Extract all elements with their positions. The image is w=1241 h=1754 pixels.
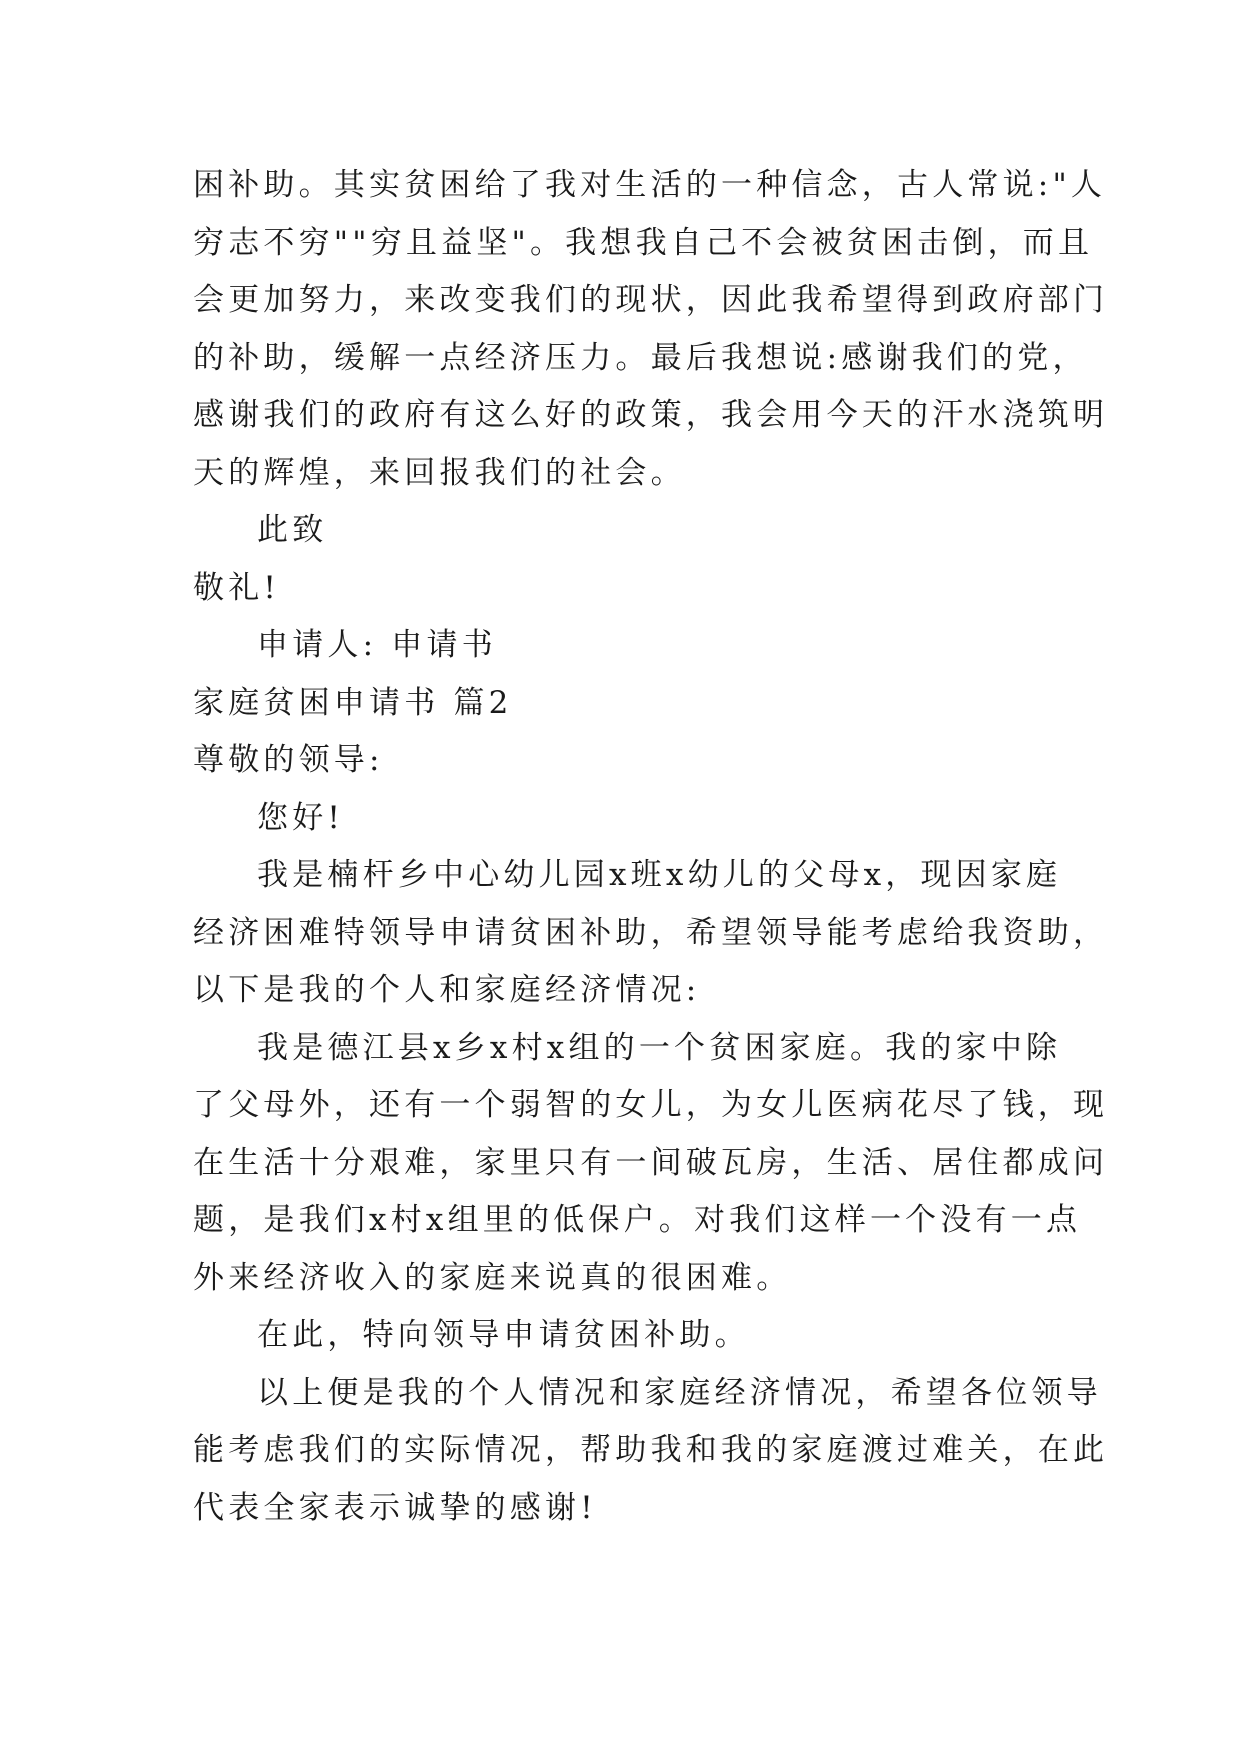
text-line: 我是德江县x乡x村x组的一个贫困家庭。我的家中除	[257, 1029, 1062, 1066]
document-body	[193, 157, 1109, 1537]
text-line: 外来经济收入的家庭来说真的很困难。	[193, 1259, 792, 1296]
text-line: 的补助，缓解一点经济压力。最后我想说:感谢我们的党，	[193, 339, 1088, 376]
applicant-line: 申请人: 申请书	[257, 627, 497, 663]
text-line: 了父母外，还有一个弱智的女儿，为女儿医病花尽了钱，现	[193, 1087, 1109, 1123]
text-line: 穷志不穷""穷且益坚"。我想我自己不会被贫困击倒，而且	[193, 224, 1094, 261]
text-line: 会更加努力，来改变我们的现状，因此我希望得到政府部门	[193, 282, 1109, 318]
text-line: 困补助。其实贫困给了我对生活的一种信念，古人常说:"人	[193, 167, 1107, 203]
text-line: 感谢我们的政府有这么好的政策，我会用今天的汗水浇筑明	[193, 397, 1109, 433]
section-heading: 家庭贫困申请书 篇2	[193, 684, 513, 721]
text-line: 能考虑我们的实际情况，帮助我和我的家庭渡过难关，在此	[193, 1432, 1109, 1468]
text-line: 在此，特向领导申请贫困补助。	[257, 1317, 750, 1353]
salutation-line: 敬礼!	[193, 569, 281, 606]
text-line: 题，是我们x村x组里的低保户。对我们这样一个没有一点	[193, 1202, 1082, 1238]
greeting-line: 尊敬的领导:	[193, 742, 384, 778]
text-line: 经济困难特领导申请贫困补助，希望领导能考虑给我资助，	[193, 914, 1109, 951]
text-line: 代表全家表示诚挚的感谢!	[193, 1489, 597, 1526]
text-line: 以上便是我的个人情况和家庭经济情况，希望各位领导	[257, 1374, 1102, 1411]
text-line: 以下是我的个人和家庭经济情况:	[193, 972, 701, 1008]
text-line: 天的辉煌，来回报我们的社会。	[193, 454, 686, 491]
text-line: 我是楠杆乡中心幼儿园x班x幼儿的父母x，现因家庭	[257, 857, 1062, 893]
greeting-line: 您好!	[257, 799, 345, 836]
closing-line: 此致	[257, 512, 328, 548]
text-line: 在生活十分艰难，家里只有一间破瓦房，生活、居住都成问	[193, 1144, 1109, 1181]
